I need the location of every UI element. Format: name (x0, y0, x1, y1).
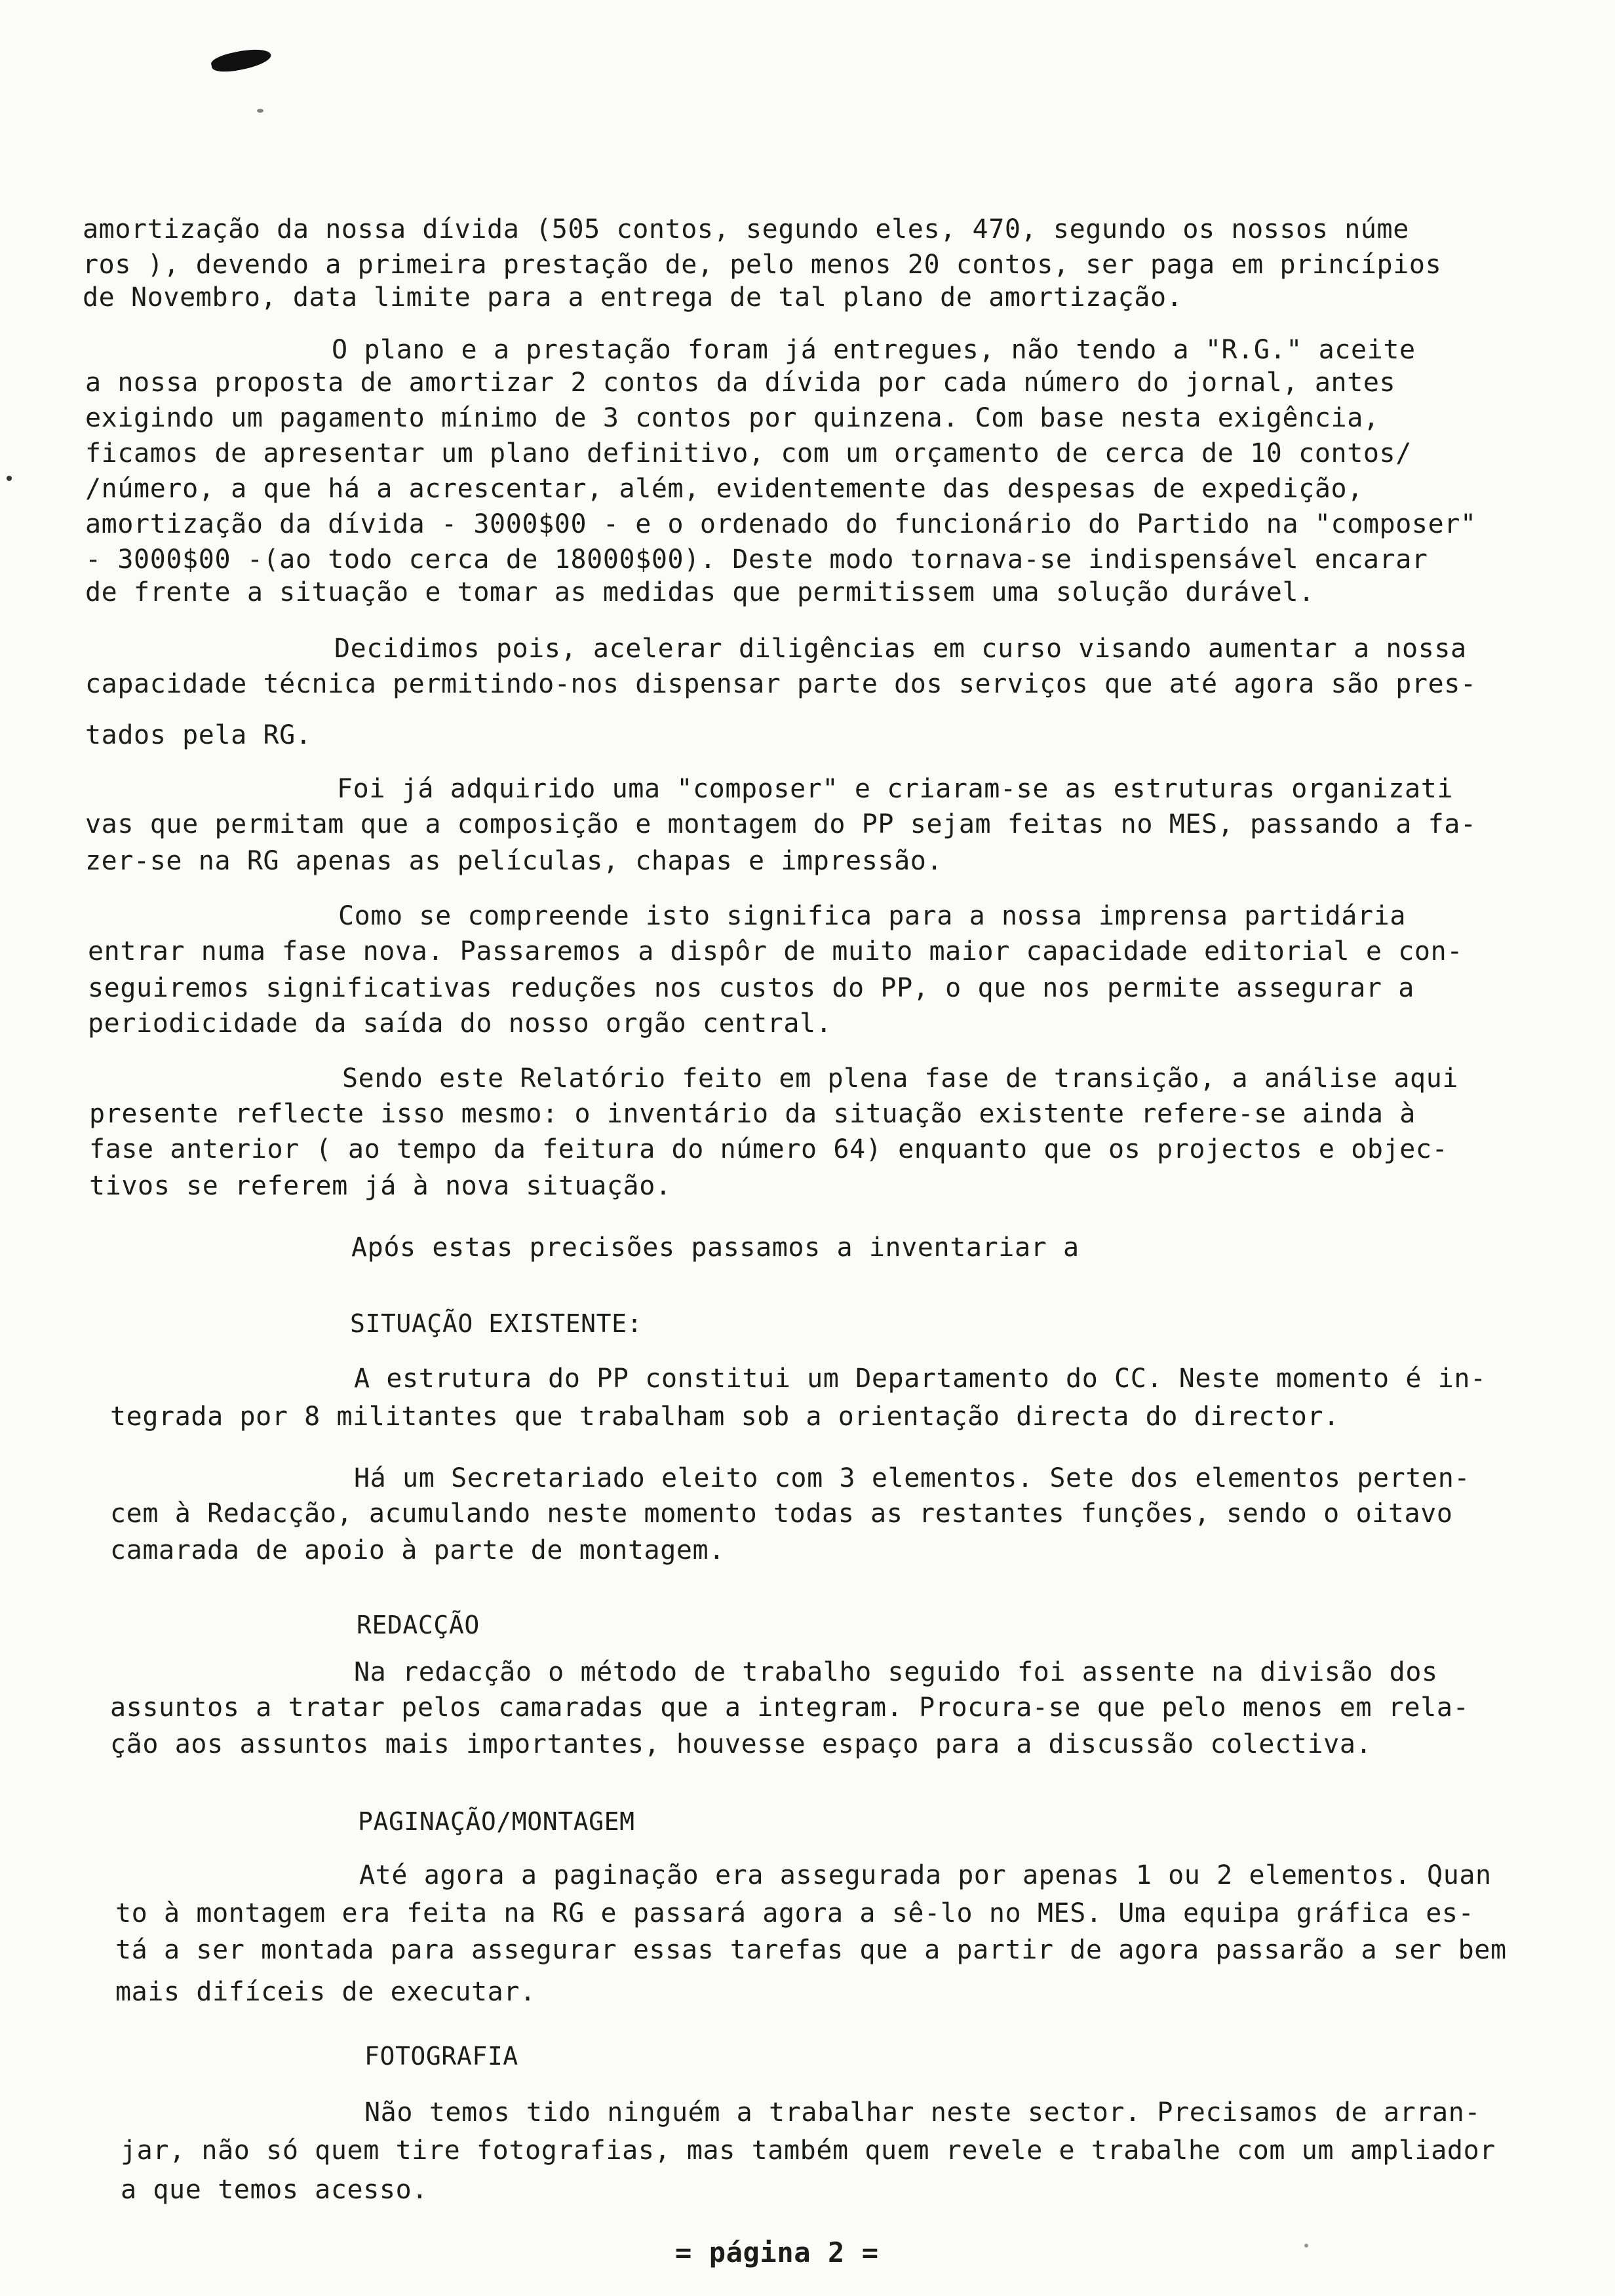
text-line: Foi já adquirido uma "composer" e criaram-se as estruturas organizati (337, 774, 1454, 804)
text-line: capacidade técnica permitindo-nos dispensar parte dos serviços que até agora são pres- (85, 669, 1477, 699)
text-line: cem à Redacção, acumulando neste momento todas as restantes funções, sendo o oitavo (110, 1499, 1453, 1529)
section-heading: SITUAÇÃO EXISTENTE: (350, 1309, 643, 1338)
text-line: to à montagem era feita na RG e passará agora a sê-lo no MES. Uma equipa gráfica es- (115, 1898, 1475, 1928)
section-heading: FOTOGRAFIA (364, 2042, 518, 2071)
text-line: zer-se na RG apenas as películas, chapas e impressão. (85, 846, 943, 876)
text-line: periodicidade da saída do nosso orgão central. (88, 1008, 832, 1039)
section-heading: REDACÇÃO (357, 1611, 480, 1639)
text-line: a que temos acesso. (121, 2175, 428, 2205)
text-line: amortização da nossa dívida (505 contos, segundo eles, 470, segundo os nossos núme (83, 214, 1409, 244)
text-line: presente reflecte isso mesmo: o inventário da situação existente refere-se ainda à (89, 1099, 1416, 1129)
text-line: Decidimos pois, acelerar diligências em curso visando aumentar a nossa (334, 634, 1467, 664)
text-line: Após estas precisões passamos a inventariar a (351, 1233, 1080, 1263)
ink-speck-mark (7, 476, 12, 481)
text-line: de Novembro, data limite para a entrega de tal plano de amortização. (83, 282, 1183, 313)
text-line: exigindo um pagamento mínimo de 3 contos por quinzena. Com base nesta exigência, (85, 403, 1380, 433)
text-line: ros ), devendo a primeira prestação de, pelo menos 20 contos, ser paga em princípios (83, 250, 1442, 280)
text-line: Na redacção o método de trabalho seguido foi assente na divisão dos (354, 1657, 1438, 1687)
text-line: A estrutura do PP constitui um Departamento do CC. Neste momento é in- (354, 1364, 1487, 1394)
text-line: tados pela RG. (85, 720, 312, 750)
text-line: ficamos de apresentar um plano definitivo, com um orçamento de cerca de 10 contos/ (85, 438, 1412, 469)
text-line: Como se compreende isto significa para a nossa imprensa partidária (338, 901, 1407, 931)
section-heading: PAGINAÇÃO/MONTAGEM (358, 1807, 635, 1836)
text-line: ção aos assuntos mais importantes, houvesse espaço para a discussão colectiva. (110, 1729, 1372, 1759)
text-line: assuntos a tratar pelos camaradas que a integram. Procura-se que pelo menos em rela- (110, 1693, 1469, 1723)
ink-blot-mark (210, 45, 273, 76)
text-line: de frente a situação e tomar as medidas que permitissem uma solução durável. (85, 577, 1315, 607)
text-line: Até agora a paginação era assegurada por apenas 1 ou 2 elementos. Quan (359, 1860, 1492, 1890)
text-line: entrar numa fase nova. Passaremos a dispôr de muito maior capacidade editorial e con- (88, 936, 1463, 966)
text-line: amortização da dívida - 3000$00 - e o ordenado do funcionário do Partido na "composer" (85, 509, 1477, 539)
text-line: Sendo este Relatório feito em plena fase de transição, a análise aqui (342, 1063, 1459, 1094)
text-line: jar, não só quem tire fotografias, mas também quem revele e trabalhe com um ampliador (121, 2135, 1496, 2166)
text-line: tegrada por 8 militantes que trabalham sob a orientação directa do director. (110, 1402, 1340, 1432)
text-line: mais difíceis de executar. (115, 1977, 536, 2007)
ink-speck-mark (257, 109, 263, 113)
text-line: camarada de apoio à parte de montagem. (110, 1535, 725, 1565)
page-number-footer: = página 2 = (675, 2236, 879, 2268)
text-line: tá a ser montada para assegurar essas tarefas que a partir de agora passarão a ser bem (115, 1935, 1507, 1965)
text-line: /número, a que há a acrescentar, além, evidentemente das despesas de expedição, (85, 474, 1363, 504)
text-line: seguiremos significativas reduções nos custos do PP, o que nos permite assegurar a (88, 973, 1414, 1003)
text-line: Não temos tido ninguém a trabalhar neste sector. Precisamos de arran- (364, 2097, 1481, 2128)
text-line: - 3000$00 -(ao todo cerca de 18000$00). Deste modo tornava-se indispensável encarar (85, 545, 1428, 575)
text-line: fase anterior ( ao tempo da feitura do número 64) enquanto que os projectos e objec- (89, 1134, 1449, 1164)
text-line: a nossa proposta de amortizar 2 contos da dívida por cada número do jornal, antes (85, 368, 1396, 398)
ink-speck-mark (1304, 2244, 1308, 2248)
text-line: vas que permitam que a composição e montagem do PP sejam feitas no MES, passando a fa- (85, 809, 1477, 839)
text-line: O plano e a prestação foram já entregues, não tendo a "R.G." aceite (332, 335, 1416, 365)
text-line: tivos se referem já à nova situação. (89, 1171, 672, 1201)
text-line: Há um Secretariado eleito com 3 elementos. Sete dos elementos perten- (354, 1463, 1471, 1493)
